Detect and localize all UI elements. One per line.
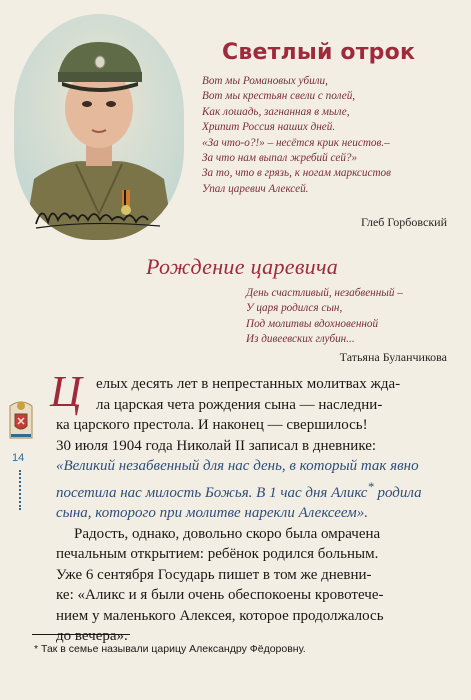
poem-line: Вот мы крестьян свели с полей, [202, 90, 356, 103]
text-line: елых десять лет в непрестанных молитвах жда- [96, 376, 401, 392]
coat-of-arms-icon [6, 398, 36, 442]
diary-quote-line: «Великий незабвенный для нас день, в который так явно [56, 458, 419, 474]
poem-line: За что нам выпал жребий сей?» [202, 152, 358, 165]
section-title: Рождение царевича [146, 254, 339, 279]
poem-line: Под молитвы вдохновенной [246, 317, 379, 330]
poem-line: За то, что в грязь, к ногам марксистов [202, 167, 391, 180]
text-line: Радость, однако, довольно скоро была омрачена [74, 525, 381, 542]
diary-quote-line: сына, которого при молитве нарекли Алексеем». [56, 505, 368, 521]
poem-title: Светлый отрок [222, 40, 416, 65]
poem-line: Вот мы Романовых убили, [202, 75, 328, 87]
poem-line: Из дивеевских глубин... [246, 332, 355, 345]
text-line: 30 июля 1904 года Николай II записал в дневнике: [56, 437, 377, 454]
text-line: ка царского престола. И наконец — свершилось! [56, 417, 368, 433]
footnote: * Так в семье называли царицу Александру Фёдоровну. [34, 643, 306, 655]
poem-line: Хрипит Россия наших дней. [202, 121, 336, 134]
diary-quote-line [56, 477, 456, 504]
text-line: ла царская чета рождения сына — наследни- [96, 396, 383, 413]
poem-author: Глеб Горбовский [360, 215, 447, 229]
quote-text: посетила нас милость Божья. В 1 час дня Аликс [56, 484, 368, 501]
signature-image [30, 198, 170, 232]
poem-line: День счастливый, незабвенный – [246, 287, 403, 299]
quote-text: родила [373, 484, 422, 501]
poem-author-2: Татьяна Буланчикова [339, 350, 447, 364]
page-number-divider [19, 470, 23, 510]
poem-epigraph-2 [246, 286, 446, 347]
drop-cap: Ц [50, 367, 82, 416]
page-number: 14 [12, 452, 25, 464]
poem-epigraph [202, 74, 442, 197]
footnote-divider [32, 634, 130, 635]
text-line: нием у маленького Алексея, которое продолжалось [56, 607, 384, 624]
poem-line: У царя родился сын, [246, 302, 343, 315]
poem-line: Упал царевич Алексей. [202, 182, 309, 195]
poem-line: «За что-о?!» – несётся крик неистов.– [202, 136, 390, 149]
main-text [50, 367, 456, 647]
footnote-marker: * [367, 479, 374, 494]
poem-line: Как лошадь, загнанная в мыле, [202, 105, 350, 118]
text-line: до вечера». [56, 628, 128, 644]
text-line: Уже 6 сентября Государь пишет в том же дневни- [56, 566, 372, 583]
text-line: печальным открытием: ребёнок родился больным. [56, 546, 379, 562]
text-line: ке: «Аликс и я были очень обеспокоены кровотече- [56, 587, 384, 603]
